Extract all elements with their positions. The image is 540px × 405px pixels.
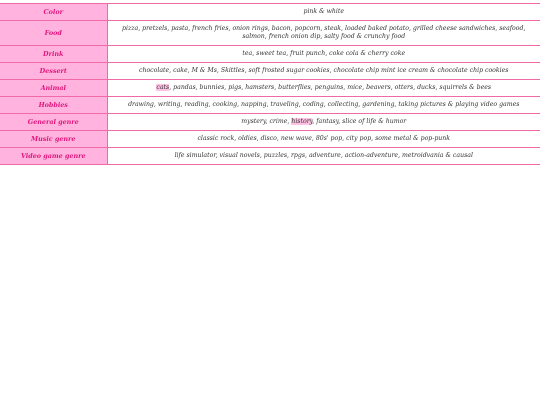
row-label-video-game-genre: Video game genre — [0, 148, 107, 165]
row-value-general-genre — [107, 114, 540, 131]
highlighted-text: cats — [156, 84, 170, 91]
table-row-animal — [0, 80, 540, 97]
row-value-drink: tea, sweet tea, fruit punch, coke cola & cherry coke — [107, 46, 540, 63]
table-row-video-game-genre — [0, 148, 540, 165]
row-value-music-genre: classic rock, oldies, disco, new wave, 80s' pop, city pop, some metal & pop-punk — [107, 131, 540, 148]
row-label-hobbies: Hobbies — [0, 97, 107, 114]
row-label-food: Food — [0, 21, 107, 46]
highlighted-text: history — [291, 118, 313, 125]
row-label-general-genre: General genre — [0, 114, 107, 131]
favorites-table-container — [0, 3, 540, 165]
table-row-food — [0, 21, 540, 46]
row-label-dessert: Dessert — [0, 63, 107, 80]
favorites-table — [0, 3, 540, 165]
row-label-animal: Animal — [0, 80, 107, 97]
row-value-general-genre-before: mystery, crime, — [241, 118, 292, 125]
row-value-hobbies: drawing, writing, reading, cooking, napping, traveling, coding, collecting, gardening, taking pictures & playing video games — [107, 97, 540, 114]
row-value-dessert: chocolate, cake, M & Ms, Skittles, soft frosted sugar cookies, chocolate chip mint ice cream & chocolate chip cookies — [107, 63, 540, 80]
row-label-drink: Drink — [0, 46, 107, 63]
row-value-general-genre-after: , fantasy, slice of life & humor — [312, 118, 407, 125]
table-row-dessert — [0, 63, 540, 80]
row-value-animal-text: , pandas, bunnies, pigs, hamsters, butterflies, penguins, mice, beavers, otters, ducks, squirrels & bees — [169, 84, 492, 91]
table-row-general-genre — [0, 114, 540, 131]
row-label-music-genre: Music genre — [0, 131, 107, 148]
row-value-food: pizza, pretzels, pasta, french fries, onion rings, bacon, popcorn, steak, loaded baked potato, grilled cheese sandwiches, seafood, salmon, french onion dip, salty food & crunchy food — [107, 21, 540, 46]
row-label-color: Color — [0, 4, 107, 21]
row-value-animal — [107, 80, 540, 97]
table-row-color — [0, 4, 540, 21]
row-value-color: pink & white — [107, 4, 540, 21]
table-row-drink — [0, 46, 540, 63]
table-row-music-genre — [0, 131, 540, 148]
row-value-video-game-genre: life simulator, visual novels, puzzles, rpgs, adventure, action-adventure, metroidvania & causal — [107, 148, 540, 165]
table-row-hobbies — [0, 97, 540, 114]
